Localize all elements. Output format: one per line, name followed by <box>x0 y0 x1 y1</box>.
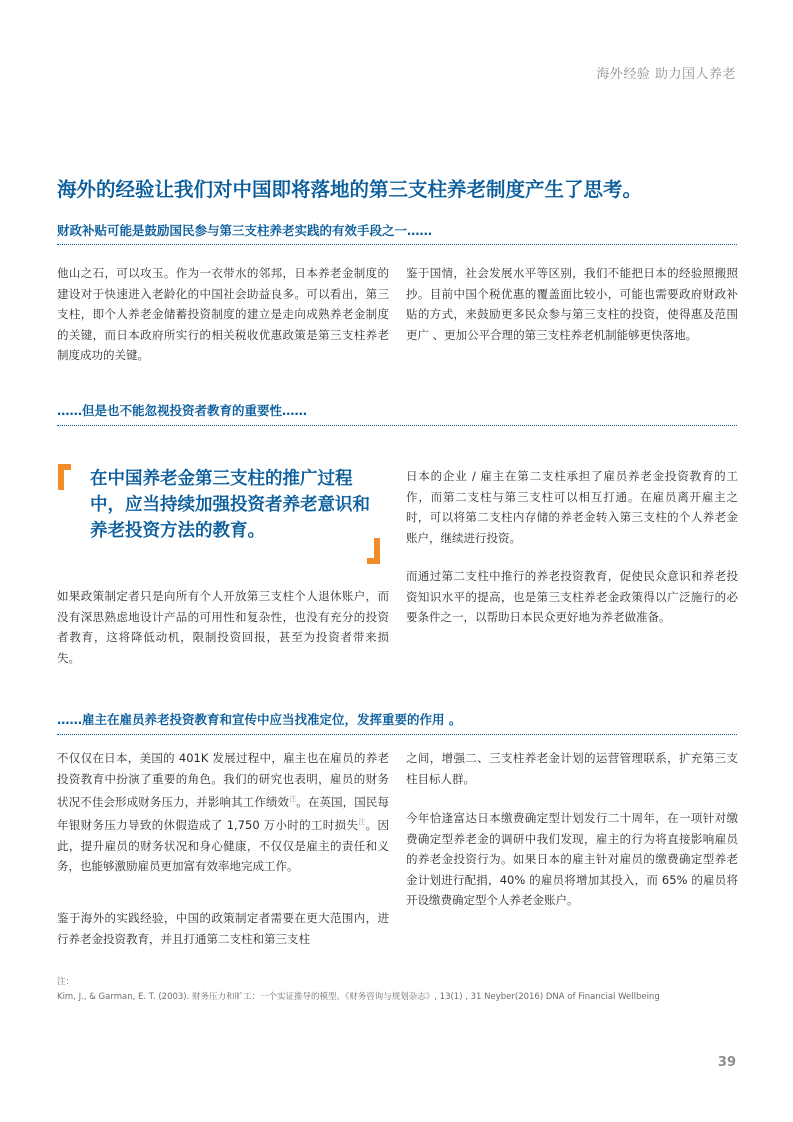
page-title: 海外的经验让我们对中国即将落地的第三支柱养老制度产生了思考。 <box>57 178 643 201</box>
section3-left-paragraph-2: 鉴于海外的实践经验，中国的政策制定者需要在更大范围内，进行养老金投资教育，并且打通第二支柱和第三支柱 <box>57 911 389 946</box>
section2-left-paragraph: 如果政策制定者只是向所有个人开放第三支柱个人退休账户，而没有深思熟虑地设计产品的可用性和复杂性，也没有充分的投资者教育，这将降低动机，限制投资回报，甚至为投资者带来损失。 <box>57 589 389 665</box>
section-divider <box>57 734 737 735</box>
running-header: 海外经验 助力国人养老 <box>596 67 736 82</box>
quote-open-mark-icon <box>58 464 72 490</box>
notes-label: 注： <box>57 977 75 987</box>
section3-left-paragraph-1: 不仅仅在日本，美国的 401K 发展过程中，雇主也在雇员的养老投资教育中扮演了重要的角色。我们的研究也表明，雇员的财务状况不佳会形成财务压力，并影响其工作绩效$^注$。在英国，国民每年银财务压力导致的休假造成了 1,750 万小时的工时损失$^注$。因此，提升雇员的财务状况和身心健康，不仅仅是雇主的责任和义务，也能够激励雇员更加富有效率地完成工作。 <box>57 751 390 874</box>
quote-close-mark-icon <box>366 538 380 564</box>
notes-reference: Kim, J., & Garman, E. T. (2003). 财务压力和旷工：一个实证推导的模型。《财务咨询与规划杂志》, 13(1) , 31 Neyber(2016) DNA of Financial Wellbeing <box>57 992 660 1002</box>
section3-right-paragraph-1: 之间，增强二、三支柱养老金计划的运营管理联系，扩充第三支柱目标人群。 <box>406 751 738 786</box>
section3-right-paragraph-2: 今年恰逢富达日本缴费确定型计划发行二十周年，在一项针对缴费确定型养老金的调研中我们发现，雇主的行为将直接影响雇员的养老金投资行为。如果日本的雇主针对雇员的缴费确定型养老金计划进行配捐，40% 的雇员将增加其投入，而 65% 的雇员将开设缴费确定型个人养老金账户。 <box>406 811 738 907</box>
pull-quote: 在中国养老金第三支柱的推广过程中，应当持续加强投资者养老意识和养老投资方法的教育。 <box>90 469 370 541</box>
section1-right-paragraph: 鉴于国情，社会发展水平等区别，我们不能把日本的经验照搬照抄。目前中国个税优惠的覆盖面比较小，可能也需要政府财政补贴的方式，来鼓励更多民众参与第三支柱的投资，使得惠及范围更广 、更加公平合理的第三支柱养老机制能够更快落地。 <box>406 266 738 342</box>
section1-left-paragraph: 他山之石，可以攻玉。作为一衣带水的邻邦，日本养老金制度的建设对于快速进入老龄化的中国社会助益良多。可以看出，第三支柱，即个人养老金储蓄投资制度的建立是走向成熟养老金制度的关键，而日本政府所实行的相关税收优惠政策是第三支柱养老制度成功的关键。 <box>57 266 389 362</box>
footnote-marker: 注 <box>289 795 297 803</box>
page-number: 39 <box>717 1055 736 1070</box>
section-heading-subsidy: 财政补贴可能是鼓励国民参与第三支柱养老实践的有效手段之一…… <box>57 223 433 238</box>
section2-right-paragraph-2: 而通过第二支柱中推行的养老投资教育，促使民众意识和养老投资知识水平的提高，也是第三支柱养老金政策得以广泛施行的必要条件之一，以帮助日本民众更好地为养老做准备。 <box>406 569 738 624</box>
section-divider <box>57 425 737 426</box>
footnote-marker: 注 <box>358 818 366 827</box>
section-heading-education: ……但是也不能忽视投资者教育的重要性…… <box>57 403 308 418</box>
section-divider <box>57 244 737 245</box>
section2-right-paragraph-1: 日本的企业 / 雇主在第二支柱承担了雇员养老金投资教育的工作，而第二支柱与第三支柱可以相互打通。在雇员离开雇主之时，可以将第二支柱内存储的养老金转入第三支柱的个人养老金账户，继续进行投资。 <box>406 469 738 545</box>
section-heading-employer: ……雇主在雇员养老投资教育和宣传中应当找准定位，发挥重要的作用 。 <box>57 712 462 727</box>
